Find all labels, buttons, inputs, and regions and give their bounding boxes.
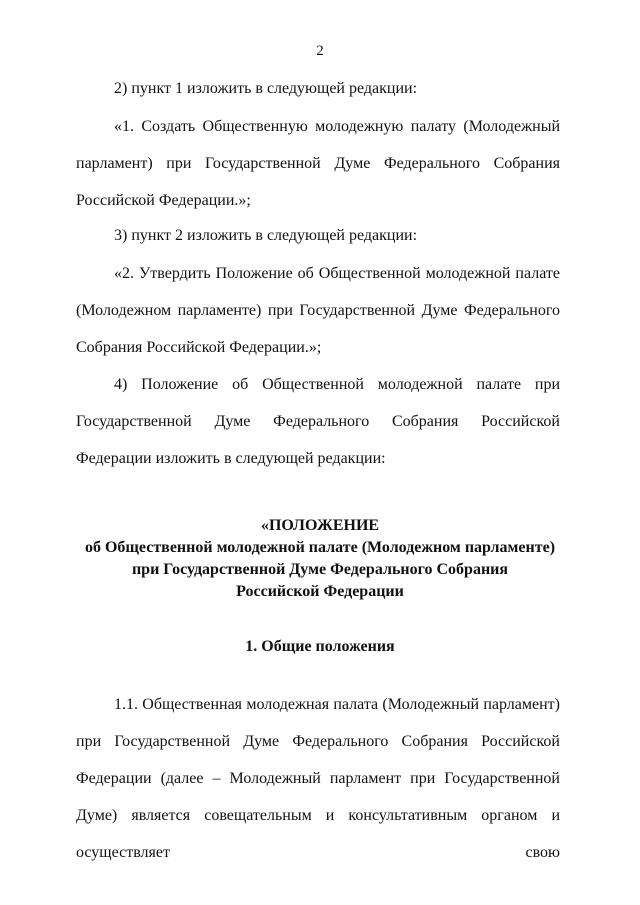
regulation-subtitle-line-1: об Общественной молодежной палате (Молодежном парламенте) <box>84 539 556 556</box>
paragraph-create-chamber: «1. Создать Общественную молодежную палату (Молодежный парламент) при Государственной Думе Федерального Собрания Российской Федерации.»; <box>76 118 560 209</box>
paragraph-regulation-new-wording: 4) Положение об Общественной молодежной палате при Государственной Думе Федерального Собрания Российской Федерации изложить в следующей редакции: <box>76 376 560 467</box>
paragraph-amend-item-2: 3) пункт 2 изложить в следующей редакции: <box>114 227 418 244</box>
section-heading: 1. Общие положения <box>245 638 395 655</box>
clause-1-1: 1.1. Общественная молодежная палата (Молодежный парламент) при Государственной Думе Федерального Собрания Российской Федерации (далее – Молодежный парламент при Государственной Думе) является совещательным и консультативным органом и осуществляет свою <box>76 696 560 861</box>
regulation-subtitle-line-2: при Государственной Думе Федерального Собрания <box>131 561 509 578</box>
page-number: 2 <box>316 43 324 59</box>
paragraph-amend-item-1: 2) пункт 1 изложить в следующей редакции: <box>114 80 418 97</box>
paragraph-approve-regulation: «2. Утвердить Положение об Общественной молодежной палате (Молодежном парламенте) при Государственной Думе Федерального Собрания Российской Федерации.»; <box>76 265 560 356</box>
regulation-subtitle-line-3: Российской Федерации <box>236 583 404 600</box>
regulation-title: «ПОЛОЖЕНИЕ <box>260 517 380 534</box>
